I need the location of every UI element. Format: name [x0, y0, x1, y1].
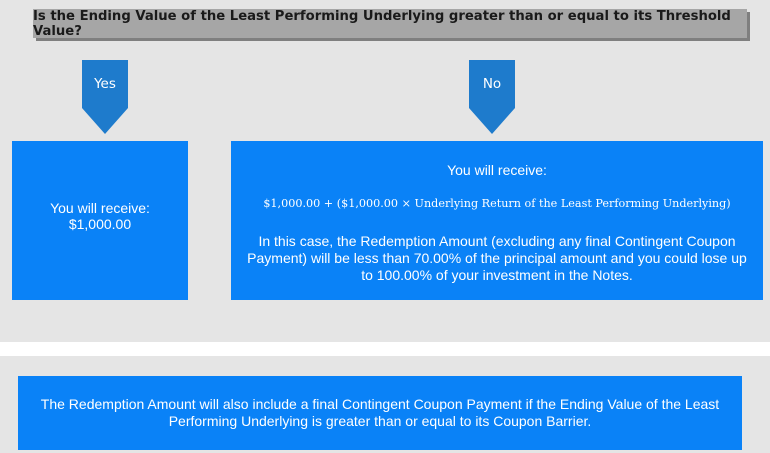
footer-note-box	[18, 376, 742, 450]
footer-note-text: The Redemption Amount will also include a final Contingent Coupon Payment if the Ending Value of the Least Performing Underlying is greater than or equal to its Coupon Barrier.	[40, 396, 720, 429]
no-arrow-tip	[469, 108, 515, 134]
no-outcome-box	[231, 141, 763, 300]
yes-label: Yes	[94, 76, 116, 92]
no-formula: $1,000.00 + ($1,000.00 × Underlying Return of the Least Performing Underlying)	[263, 197, 731, 210]
question-bar	[33, 9, 747, 38]
no-receive-label: You will receive:	[447, 162, 547, 178]
yes-amount: $1,000.00	[68, 215, 132, 232]
no-arrow	[469, 60, 515, 108]
no-explanation: In this case, the Redemption Amount (excluding any final Contingent Coupon Payment) will be less than 70.00% of the principal amount and you could lose up to 100.00% of your investment in the Notes.	[247, 233, 747, 283]
yes-receive-label: You will receive:	[50, 199, 150, 216]
yes-arrow	[82, 60, 128, 108]
no-label: No	[482, 76, 502, 92]
yes-outcome-box	[12, 141, 188, 300]
yes-arrow-tip	[82, 108, 128, 134]
question-text: Is the Ending Value of the Least Performing Underlying greater than or equal to its Threshold Value?	[33, 8, 731, 39]
